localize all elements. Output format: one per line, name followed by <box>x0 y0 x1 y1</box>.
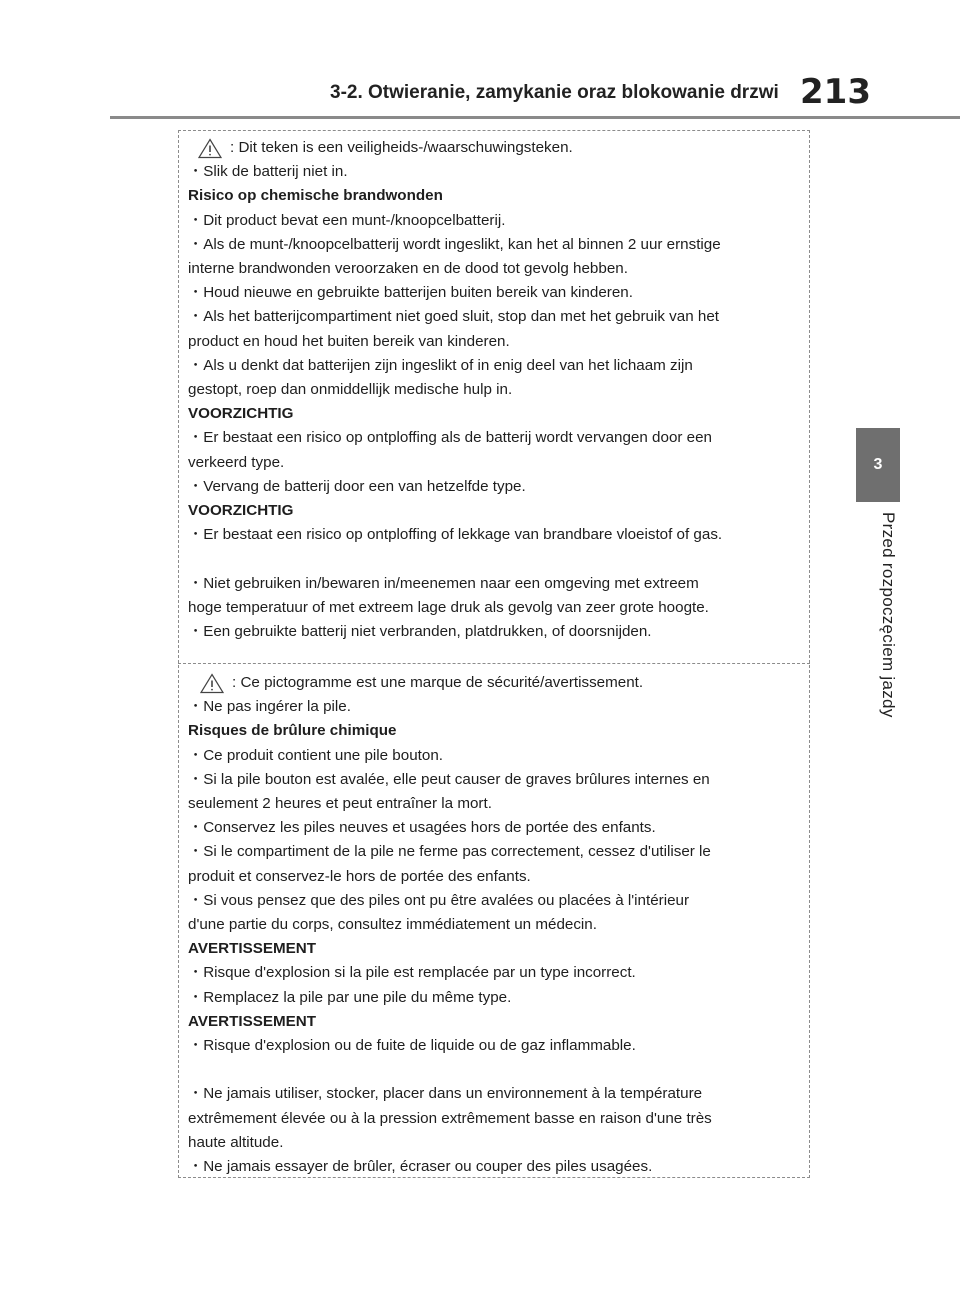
blank-line <box>188 547 798 571</box>
section-heading: VOORZICHTIG <box>188 502 294 520</box>
language-divider <box>178 663 810 664</box>
text-line: d'une partie du corps, consultez immédiatement un médecin. <box>188 916 597 934</box>
text-line: ・Er bestaat een risico op ontploffing of lekkage van brandbare vloeistof of gas. <box>188 526 723 544</box>
dutch-lines <box>188 160 798 644</box>
text-line: ・Si le compartiment de la pile ne ferme pas correctement, cessez d'utiliser le <box>188 843 711 861</box>
text-line: seulement 2 heures et peut entraîner la mort. <box>188 795 492 813</box>
text-line: ・Er bestaat een risico op ontploffing als de batterij wordt vervangen door een <box>188 429 713 447</box>
text-line: ・Ne jamais utiliser, stocker, placer dans un environnement à la température <box>188 1085 703 1103</box>
text-line: gestopt, roep dan onmiddellijk medische hulp in. <box>188 381 513 399</box>
chapter-title: Przed rozpoczęciem jazdy <box>879 512 898 718</box>
text-line: interne brandwonden veroorzaken en de dood tot gevolg hebben. <box>188 260 628 278</box>
text-line: hoge temperatuur of met extreem lage druk als gevolg van zeer grote hoogte. <box>188 598 709 616</box>
chapter-tab[interactable] <box>856 428 900 502</box>
text-line: ・Risque d'explosion ou de fuite de liquide ou de gaz inflammable. <box>188 1037 636 1055</box>
text-line: ・Een gebruikte batterij niet verbranden, platdrukken, of doorsnijden. <box>188 623 652 641</box>
warning-triangle-icon <box>200 673 224 694</box>
header-rule <box>110 116 960 119</box>
text-line: verkeerd type. <box>188 453 285 471</box>
dutch-symbol-note: : Dit teken is een veiligheids-/waarschuwingsteken. <box>230 139 573 156</box>
warning-triangle-icon <box>198 138 222 159</box>
text-line: ・Niet gebruiken in/bewaren in/meenemen naar een omgeving met extreem <box>188 574 699 592</box>
text-line: ・Vervang de batterij door een van hetzelfde type. <box>188 477 526 495</box>
french-warning-section <box>188 671 798 1179</box>
text-line: produit et conservez-le hors de portée des enfants. <box>188 867 531 885</box>
blank-line <box>188 1058 798 1082</box>
section-heading: VOORZICHTIG <box>188 405 294 423</box>
page-number: 213 <box>800 72 871 112</box>
text-line: ・Si vous pensez que des piles ont pu être avalées ou placées à l'intérieur <box>188 891 690 909</box>
dutch-warning-section <box>188 136 798 644</box>
text-line: ・Ne pas ingérer la pile. <box>188 698 351 716</box>
section-heading: AVERTISSEMENT <box>188 1012 316 1030</box>
section-heading: Risques de brûlure chimique <box>188 722 397 740</box>
section-title: 3-2. Otwieranie, zamykanie oraz blokowanie drzwi <box>330 82 779 103</box>
french-symbol-note: : Ce pictogramme est une marque de sécurité/avertissement. <box>232 674 644 691</box>
french-lines <box>188 695 798 1179</box>
text-line: ・Risque d'explosion si la pile est remplacée par un type incorrect. <box>188 964 636 982</box>
text-line: ・Ce produit contient une pile bouton. <box>188 746 443 764</box>
text-line: ・Als de munt-/knoopcelbatterij wordt ingeslikt, kan het al binnen 2 uur ernstige <box>188 235 721 253</box>
text-line: extrêmement élevée ou à la pression extrêmement basse en raison d'une très <box>188 1109 712 1127</box>
section-heading: AVERTISSEMENT <box>188 940 316 958</box>
text-line: ・Als u denkt dat batterijen zijn ingeslikt of in enig deel van het lichaam zijn <box>188 356 693 374</box>
text-line: ・Dit product bevat een munt-/knoopcelbatterij. <box>188 211 506 229</box>
text-line: ・Als het batterijcompartiment niet goed sluit, stop dan met het gebruik van het <box>188 308 720 326</box>
text-line: ・Remplacez la pile par une pile du même type. <box>188 988 512 1006</box>
text-line: ・Si la pile bouton est avalée, elle peut causer de graves brûlures internes en <box>188 770 710 788</box>
text-line: product en houd het buiten bereik van kinderen. <box>188 332 510 350</box>
section-heading: Risico op chemische brandwonden <box>188 187 443 205</box>
dutch-symbol-line <box>188 136 798 160</box>
text-line: ・Houd nieuwe en gebruikte batterijen buiten bereik van kinderen. <box>188 284 633 302</box>
text-line: haute altitude. <box>188 1133 284 1151</box>
text-line: ・Slik de batterij niet in. <box>188 163 348 181</box>
chapter-number: 3 <box>873 456 883 473</box>
french-symbol-line <box>188 671 798 695</box>
text-line: ・Conservez les piles neuves et usagées hors de portée des enfants. <box>188 819 656 837</box>
text-line: ・Ne jamais essayer de brûler, écraser ou couper des piles usagées. <box>188 1158 653 1176</box>
